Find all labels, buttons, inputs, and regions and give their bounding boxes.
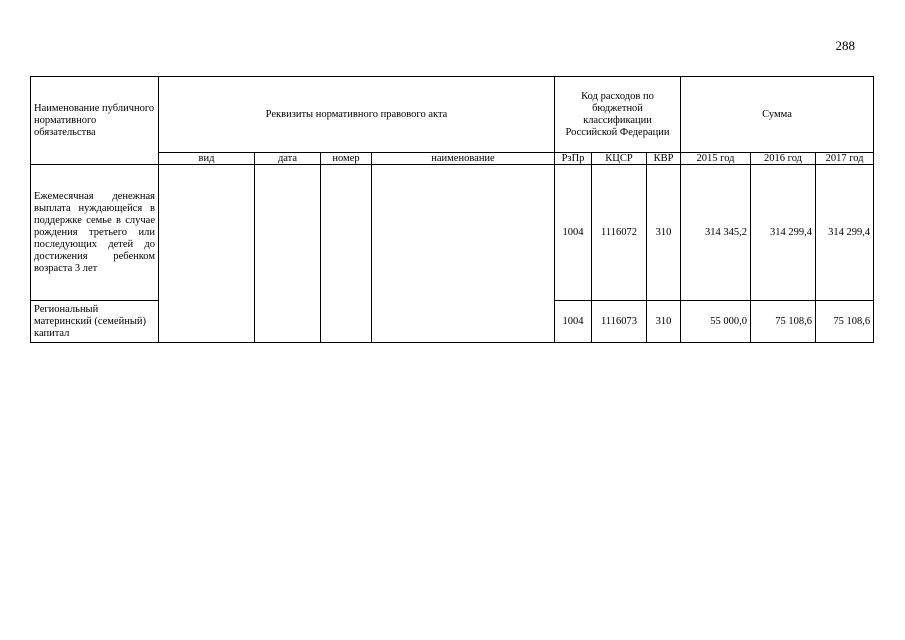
obligation-cell: Региональный материнский (семейный) капитал bbox=[31, 301, 159, 343]
subheader-nomer: номер bbox=[321, 153, 372, 165]
nomer-cell bbox=[321, 165, 372, 343]
header-legal-act: Реквизиты нормативного правового акта bbox=[159, 77, 555, 153]
kvr-cell: 310 bbox=[647, 165, 681, 301]
subheader-data: дата bbox=[255, 153, 321, 165]
subheader-2017: 2017 год bbox=[816, 153, 874, 165]
amount-2015-cell: 314 345,2 bbox=[681, 165, 751, 301]
obligation-cell: Ежемесячная денежная выплата нуждающейся в поддержке семье в случае рождения третьего или последующих детей до достижения ребенком возраста 3 лет bbox=[31, 165, 159, 301]
subheader-vid: вид bbox=[159, 153, 255, 165]
amount-2017-cell: 75 108,6 bbox=[816, 301, 874, 343]
rzpr-cell: 1004 bbox=[555, 301, 592, 343]
subheader-kvr: КВР bbox=[647, 153, 681, 165]
kvr-cell: 310 bbox=[647, 301, 681, 343]
header-budget-code: Код расходов по бюджетной классификации Российской Федерации bbox=[555, 77, 681, 153]
kcsr-cell: 1116073 bbox=[592, 301, 647, 343]
rzpr-cell: 1004 bbox=[555, 165, 592, 301]
amount-2015-cell: 55 000,0 bbox=[681, 301, 751, 343]
subheader-2016: 2016 год bbox=[751, 153, 816, 165]
subheader-naimenovanie: наименование bbox=[372, 153, 555, 165]
data-cell bbox=[255, 165, 321, 343]
amount-2017-cell: 314 299,4 bbox=[816, 165, 874, 301]
header-obligation: Наименование публичного нормативного обязательства bbox=[31, 77, 159, 165]
header-amount: Сумма bbox=[681, 77, 874, 153]
subheader-kcsr: КЦСР bbox=[592, 153, 647, 165]
header-row bbox=[31, 77, 874, 153]
vid-cell bbox=[159, 165, 255, 343]
subheader-rzpr: РзПр bbox=[555, 153, 592, 165]
budget-obligations-table bbox=[30, 76, 874, 343]
naimenovanie-cell bbox=[372, 165, 555, 343]
kcsr-cell: 1116072 bbox=[592, 165, 647, 301]
table-row bbox=[31, 165, 874, 301]
page-number: 288 bbox=[835, 38, 855, 53]
subheader-2015: 2015 год bbox=[681, 153, 751, 165]
amount-2016-cell: 314 299,4 bbox=[751, 165, 816, 301]
amount-2016-cell: 75 108,6 bbox=[751, 301, 816, 343]
